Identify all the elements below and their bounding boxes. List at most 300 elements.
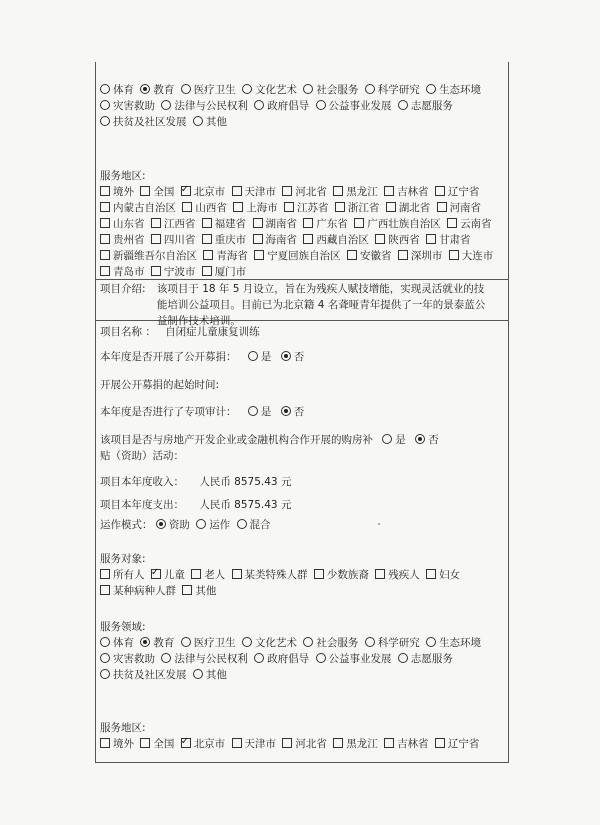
radio-option[interactable] [161, 653, 248, 665]
radio-option[interactable] [316, 100, 392, 112]
expense-label: 项目本年度支出： [100, 499, 184, 511]
option-label: 湖北省 [398, 202, 431, 214]
checkbox-icon[interactable] [284, 202, 294, 212]
intro-text: 该项目于 18 年 5 月设立，旨在为残疾人赋技增能，实现灵活就业的技能培训公益项目。目前已为北京籍 4 名聋哑青年提供了一年的景泰蓝公益制作技术培训。 [156, 283, 486, 327]
no-label: 否 [293, 406, 305, 418]
option-label: 海南省 [265, 234, 298, 246]
checkbox-icon[interactable] [151, 218, 161, 228]
option-label: 妇女 [439, 569, 461, 581]
checkbox-icon[interactable] [333, 738, 343, 748]
region-label: 服务地区: [100, 722, 146, 734]
no-radio[interactable] [281, 351, 291, 361]
checkbox-option[interactable] [435, 186, 480, 198]
option-label: 浙江省 [347, 202, 380, 214]
option-label: 科学研究 [377, 637, 420, 649]
option-label: 青海省 [216, 250, 248, 262]
radio-icon[interactable] [100, 84, 110, 94]
radio-option[interactable] [365, 84, 420, 96]
radio-option[interactable] [254, 100, 309, 112]
checkbox-option[interactable] [384, 738, 429, 750]
option-label: 扶贫及社区发展 [113, 116, 187, 128]
start-time-row [100, 377, 219, 392]
realestate-row [100, 432, 439, 447]
checkbox-icon[interactable] [437, 202, 447, 212]
no-radio[interactable] [281, 406, 291, 416]
radio-icon[interactable] [156, 519, 166, 529]
option-label: 贵州省 [113, 234, 145, 246]
checkbox-option[interactable] [375, 569, 420, 581]
checkbox-icon[interactable] [100, 186, 110, 196]
radio-option[interactable] [140, 84, 174, 96]
option-label: 某类特殊人群 [244, 569, 308, 581]
block2-domains [100, 635, 504, 683]
radio-option[interactable] [140, 637, 174, 649]
mode-options [156, 519, 274, 531]
checkbox-option[interactable] [447, 218, 492, 230]
option-label: 政府倡导 [267, 100, 310, 112]
checkbox-icon[interactable] [181, 186, 191, 196]
checkbox-icon[interactable] [181, 738, 191, 748]
option-label: 湖南省 [265, 218, 298, 230]
yes-radio[interactable] [248, 351, 258, 361]
radio-option[interactable] [193, 116, 227, 128]
radio-option[interactable] [426, 84, 481, 96]
option-label: 运作 [209, 519, 231, 531]
radio-option[interactable] [303, 637, 358, 649]
checkbox-option[interactable] [333, 186, 378, 198]
option-label: 福建省 [214, 218, 247, 230]
checkbox-icon[interactable] [375, 234, 385, 244]
radio-icon[interactable] [100, 669, 110, 679]
checkbox-icon[interactable] [151, 569, 161, 579]
checkbox-option[interactable] [426, 234, 471, 246]
radio-option[interactable] [100, 116, 187, 128]
radio-icon[interactable] [161, 653, 171, 663]
yes-label: 是 [395, 434, 406, 446]
checkbox-icon[interactable] [100, 266, 110, 276]
radio-icon[interactable] [254, 653, 264, 663]
realestate-question-1: 该项目是否与房地产开发企业或金融机构合作开展的购房补 [100, 434, 373, 446]
checkbox-icon[interactable] [202, 266, 212, 276]
option-label: 其他 [195, 585, 217, 597]
checkbox-option[interactable] [347, 250, 392, 262]
checkbox-icon[interactable] [191, 569, 201, 579]
radio-icon[interactable] [398, 100, 408, 110]
checkbox-option[interactable] [182, 202, 227, 214]
option-label: 生态环境 [439, 84, 482, 96]
option-label: 残疾人 [388, 569, 420, 581]
option-label: 安徽省 [360, 250, 392, 262]
radio-icon[interactable] [100, 637, 110, 647]
checkbox-option[interactable] [140, 738, 174, 750]
radio-option[interactable] [254, 653, 309, 665]
checkbox-icon[interactable] [100, 218, 110, 228]
checkbox-icon[interactable] [202, 218, 212, 228]
radio-option[interactable] [193, 669, 227, 681]
option-label: 教育 [153, 637, 175, 649]
checkbox-icon[interactable] [203, 250, 213, 260]
radio-option[interactable] [196, 519, 230, 531]
checkbox-option[interactable] [233, 202, 278, 214]
checkbox-icon[interactable] [100, 585, 110, 595]
option-label: 广西壮族自治区 [367, 218, 441, 230]
project-name-row [100, 324, 260, 339]
checkbox-option[interactable] [100, 266, 145, 278]
option-label: 境外 [113, 738, 134, 750]
option-label: 深圳市 [410, 250, 443, 262]
checkbox-icon[interactable] [232, 738, 242, 748]
option-label: 北京市 [193, 186, 226, 198]
option-label: 社会服务 [316, 84, 359, 96]
option-label: 其他 [205, 669, 227, 681]
checkbox-option[interactable] [100, 218, 145, 230]
option-label: 青岛市 [113, 266, 145, 278]
checkbox-icon[interactable] [151, 266, 161, 276]
radio-option[interactable] [398, 100, 453, 112]
income-value: 人民币 8575.43 元 [199, 476, 292, 488]
option-label: 体育 [113, 84, 134, 96]
checkbox-option[interactable] [151, 569, 185, 581]
checkbox-icon[interactable] [140, 738, 150, 748]
checkbox-option[interactable] [426, 569, 460, 581]
checkbox-option[interactable] [386, 202, 431, 214]
option-label: 河北省 [295, 738, 327, 750]
radio-option[interactable] [100, 669, 187, 681]
checkbox-icon[interactable] [333, 186, 343, 196]
domain-label: 服务领域: [100, 621, 146, 633]
option-label: 志愿服务 [410, 653, 453, 665]
option-label: 教育 [153, 84, 175, 96]
option-label: 儿童 [163, 569, 185, 581]
option-label: 黑龙江 [346, 186, 378, 198]
checkbox-icon[interactable] [384, 738, 394, 748]
checkbox-option[interactable] [284, 202, 329, 214]
checkbox-option[interactable] [181, 738, 226, 750]
checkbox-icon[interactable] [151, 234, 161, 244]
checkbox-option[interactable] [435, 738, 480, 750]
option-label: 生态环境 [439, 637, 482, 649]
checkbox-option[interactable] [100, 569, 145, 581]
checkbox-icon[interactable] [202, 234, 212, 244]
checkbox-icon[interactable] [426, 569, 436, 579]
option-label: 辽宁省 [447, 738, 480, 750]
option-label: 厦门市 [214, 266, 247, 278]
checkbox-option[interactable] [303, 218, 348, 230]
checkbox-option[interactable] [100, 738, 134, 750]
option-label: 混合 [249, 519, 271, 531]
checkbox-icon[interactable] [233, 202, 243, 212]
checkbox-icon[interactable] [182, 585, 192, 595]
radio-option[interactable] [156, 519, 190, 531]
option-label: 公益事业发展 [328, 653, 392, 665]
checkbox-icon[interactable] [253, 218, 263, 228]
checkbox-option[interactable] [202, 234, 247, 246]
radio-icon[interactable] [426, 637, 436, 647]
option-label: 某种病种人群 [113, 585, 176, 597]
checkbox-icon[interactable] [282, 738, 292, 748]
radio-option[interactable] [398, 653, 453, 665]
checkbox-icon[interactable] [232, 569, 242, 579]
checkbox-option[interactable] [232, 569, 308, 581]
option-label: 江西省 [163, 218, 196, 230]
checkbox-icon[interactable] [100, 569, 110, 579]
option-label: 大连市 [461, 250, 494, 262]
radio-option[interactable] [161, 100, 248, 112]
option-label: 黑龙江 [346, 738, 378, 750]
radio-option[interactable] [303, 84, 358, 96]
radio-icon[interactable] [100, 653, 110, 663]
radio-option[interactable] [237, 519, 271, 531]
checkbox-icon[interactable] [386, 202, 396, 212]
radio-option[interactable] [100, 653, 155, 665]
checkbox-option[interactable] [191, 569, 225, 581]
checkbox-option[interactable] [151, 266, 196, 278]
yes-radio[interactable] [382, 434, 392, 444]
checkbox-option[interactable] [335, 202, 380, 214]
option-label: 西藏自治区 [316, 234, 369, 246]
radio-option[interactable] [316, 653, 392, 665]
checkbox-icon[interactable] [449, 250, 459, 260]
checkbox-option[interactable] [151, 218, 196, 230]
checkbox-option[interactable] [354, 218, 441, 230]
option-label: 文化艺术 [255, 637, 298, 649]
checkbox-option[interactable] [449, 250, 494, 262]
radio-option[interactable] [100, 637, 134, 649]
block2-regions [100, 736, 504, 752]
option-label: 所有人 [113, 569, 145, 581]
radio-option[interactable] [242, 84, 297, 96]
scan-speck [378, 523, 380, 525]
option-label: 山东省 [113, 218, 145, 230]
checkbox-option[interactable] [437, 202, 482, 214]
yes-label: 是 [260, 351, 272, 363]
start-time-question: 开展公开募捐的起始时间: [100, 379, 220, 391]
expense-value: 人民币 8575.43 元 [199, 499, 292, 511]
option-label: 广东省 [316, 218, 348, 230]
option-label: 社会服务 [316, 637, 359, 649]
checkbox-option[interactable] [253, 218, 298, 230]
checkbox-icon[interactable] [254, 250, 264, 260]
option-label: 内蒙古自治区 [113, 202, 176, 214]
option-label: 医疗卫生 [193, 637, 236, 649]
checkbox-icon[interactable] [253, 234, 263, 244]
radio-icon[interactable] [242, 637, 252, 647]
audit-question: 本年度是否进行了专项审计： [100, 406, 237, 418]
checkbox-option[interactable] [202, 266, 247, 278]
radio-option[interactable] [426, 637, 481, 649]
checkbox-icon[interactable] [232, 186, 242, 196]
checkbox-icon[interactable] [347, 250, 357, 260]
option-label: 志愿服务 [410, 100, 453, 112]
no-radio[interactable] [415, 434, 425, 444]
block1-region-label: 服务地区: [100, 170, 146, 182]
option-label: 河北省 [295, 186, 327, 198]
income-label: 项目本年度收入： [100, 476, 184, 488]
radio-option[interactable] [100, 84, 134, 96]
block1-intro [100, 281, 504, 329]
option-label: 灾害救助 [113, 653, 155, 665]
public-fundraising-question: 本年度是否开展了公开募捐： [100, 351, 237, 363]
checkbox-icon[interactable] [447, 218, 457, 228]
radio-icon[interactable] [365, 84, 375, 94]
checkbox-option[interactable] [314, 569, 369, 581]
radio-icon[interactable] [316, 100, 326, 110]
radio-icon[interactable] [196, 519, 206, 529]
option-label: 山西省 [195, 202, 227, 214]
checkbox-option[interactable] [140, 186, 174, 198]
checkbox-option[interactable] [100, 585, 176, 597]
radio-icon[interactable] [303, 637, 313, 647]
checkbox-option[interactable] [232, 186, 277, 198]
checkbox-icon[interactable] [182, 202, 192, 212]
checkbox-option[interactable] [151, 234, 196, 246]
checkbox-option[interactable] [253, 234, 298, 246]
checkbox-option[interactable] [232, 738, 277, 750]
block2-targets [100, 567, 504, 599]
radio-icon[interactable] [181, 637, 191, 647]
income-row [100, 474, 291, 489]
checkbox-option[interactable] [100, 186, 134, 198]
option-label: 文化艺术 [255, 84, 298, 96]
radio-icon[interactable] [193, 669, 203, 679]
option-label: 境外 [113, 186, 134, 198]
radio-option[interactable] [181, 84, 236, 96]
intro-label: 项目介绍: [100, 283, 146, 295]
radio-icon[interactable] [100, 116, 110, 126]
radio-icon[interactable] [181, 84, 191, 94]
radio-icon[interactable] [303, 84, 313, 94]
checkbox-icon[interactable] [426, 234, 436, 244]
checkbox-icon[interactable] [435, 738, 445, 748]
option-label: 江苏省 [297, 202, 329, 214]
radio-option[interactable] [100, 100, 155, 112]
block1-domains [100, 82, 504, 130]
checkbox-option[interactable] [254, 250, 341, 262]
checkbox-option[interactable] [100, 202, 176, 214]
checkbox-icon[interactable] [354, 218, 364, 228]
audit-row [100, 404, 304, 419]
option-label: 全国 [153, 186, 175, 198]
option-label: 陕西省 [388, 234, 420, 246]
checkbox-option[interactable] [181, 186, 226, 198]
radio-icon[interactable] [242, 84, 252, 94]
expense-row [100, 497, 291, 512]
yes-label: 是 [260, 406, 272, 418]
mode-row [100, 517, 274, 532]
block1-regions [100, 184, 504, 280]
checkbox-icon[interactable] [384, 186, 394, 196]
option-label: 老人 [204, 569, 226, 581]
option-label: 四川省 [163, 234, 196, 246]
option-label: 宁夏回族自治区 [267, 250, 341, 262]
checkbox-icon[interactable] [314, 569, 324, 579]
option-label: 法律与公民权利 [174, 100, 248, 112]
mode-label: 运作模式： [100, 519, 153, 531]
option-label: 全国 [153, 738, 175, 750]
option-label: 资助 [168, 519, 190, 531]
option-label: 体育 [113, 637, 134, 649]
radio-icon[interactable] [161, 100, 171, 110]
radio-icon[interactable] [100, 100, 110, 110]
no-label: 否 [428, 434, 439, 446]
checkbox-option[interactable] [384, 186, 429, 198]
checkbox-option[interactable] [303, 234, 369, 246]
checkbox-icon[interactable] [303, 234, 313, 244]
radio-icon[interactable] [426, 84, 436, 94]
radio-icon[interactable] [398, 653, 408, 663]
checkbox-option[interactable] [282, 738, 327, 750]
option-label: 公益事业发展 [328, 100, 392, 112]
option-label: 河南省 [449, 202, 482, 214]
option-label: 科学研究 [377, 84, 420, 96]
option-label: 北京市 [193, 738, 226, 750]
option-label: 宁波市 [163, 266, 196, 278]
option-label: 天津市 [244, 738, 277, 750]
checkbox-icon[interactable] [100, 738, 110, 748]
radio-icon[interactable] [193, 116, 203, 126]
option-label: 云南省 [460, 218, 492, 230]
radio-icon[interactable] [140, 84, 150, 94]
radio-option[interactable] [181, 637, 236, 649]
radio-option[interactable] [242, 637, 297, 649]
option-label: 医疗卫生 [193, 84, 236, 96]
project-name-value: 自闭症儿童康复训练 [165, 326, 260, 338]
option-label: 辽宁省 [447, 186, 480, 198]
checkbox-icon[interactable] [100, 202, 110, 212]
option-label: 天津市 [244, 186, 277, 198]
checkbox-option[interactable] [375, 234, 420, 246]
option-label: 少数族裔 [326, 569, 369, 581]
option-label: 吉林省 [397, 186, 429, 198]
checkbox-icon[interactable] [282, 186, 292, 196]
radio-icon[interactable] [140, 637, 150, 647]
option-label: 其他 [205, 116, 227, 128]
checkbox-icon[interactable] [398, 250, 408, 260]
target-label: 服务对象: [100, 553, 146, 565]
checkbox-icon[interactable] [100, 234, 110, 244]
yes-radio[interactable] [248, 406, 258, 416]
public-fundraising-row [100, 349, 304, 364]
checkbox-option[interactable] [398, 250, 443, 262]
checkbox-option[interactable] [100, 250, 197, 262]
realestate-question-2: 贴（资助）活动： [100, 450, 184, 462]
checkbox-icon[interactable] [100, 250, 110, 260]
option-label: 吉林省 [397, 738, 429, 750]
option-label: 上海市 [246, 202, 278, 214]
checkbox-option[interactable] [100, 234, 145, 246]
checkbox-icon[interactable] [140, 186, 150, 196]
checkbox-icon[interactable] [435, 186, 445, 196]
radio-icon[interactable] [316, 653, 326, 663]
checkbox-icon[interactable] [303, 218, 313, 228]
checkbox-icon[interactable] [335, 202, 345, 212]
checkbox-icon[interactable] [375, 569, 385, 579]
checkbox-option[interactable] [182, 585, 216, 597]
radio-icon[interactable] [254, 100, 264, 110]
option-label: 新疆维吾尔自治区 [113, 250, 197, 262]
option-label: 灾害救助 [113, 100, 155, 112]
radio-icon[interactable] [365, 637, 375, 647]
checkbox-option[interactable] [202, 218, 247, 230]
checkbox-option[interactable] [282, 186, 327, 198]
option-label: 甘肃省 [439, 234, 471, 246]
radio-option[interactable] [365, 637, 420, 649]
checkbox-option[interactable] [203, 250, 248, 262]
no-label: 否 [293, 351, 305, 363]
checkbox-option[interactable] [333, 738, 378, 750]
option-label: 政府倡导 [267, 653, 310, 665]
radio-icon[interactable] [237, 519, 247, 529]
